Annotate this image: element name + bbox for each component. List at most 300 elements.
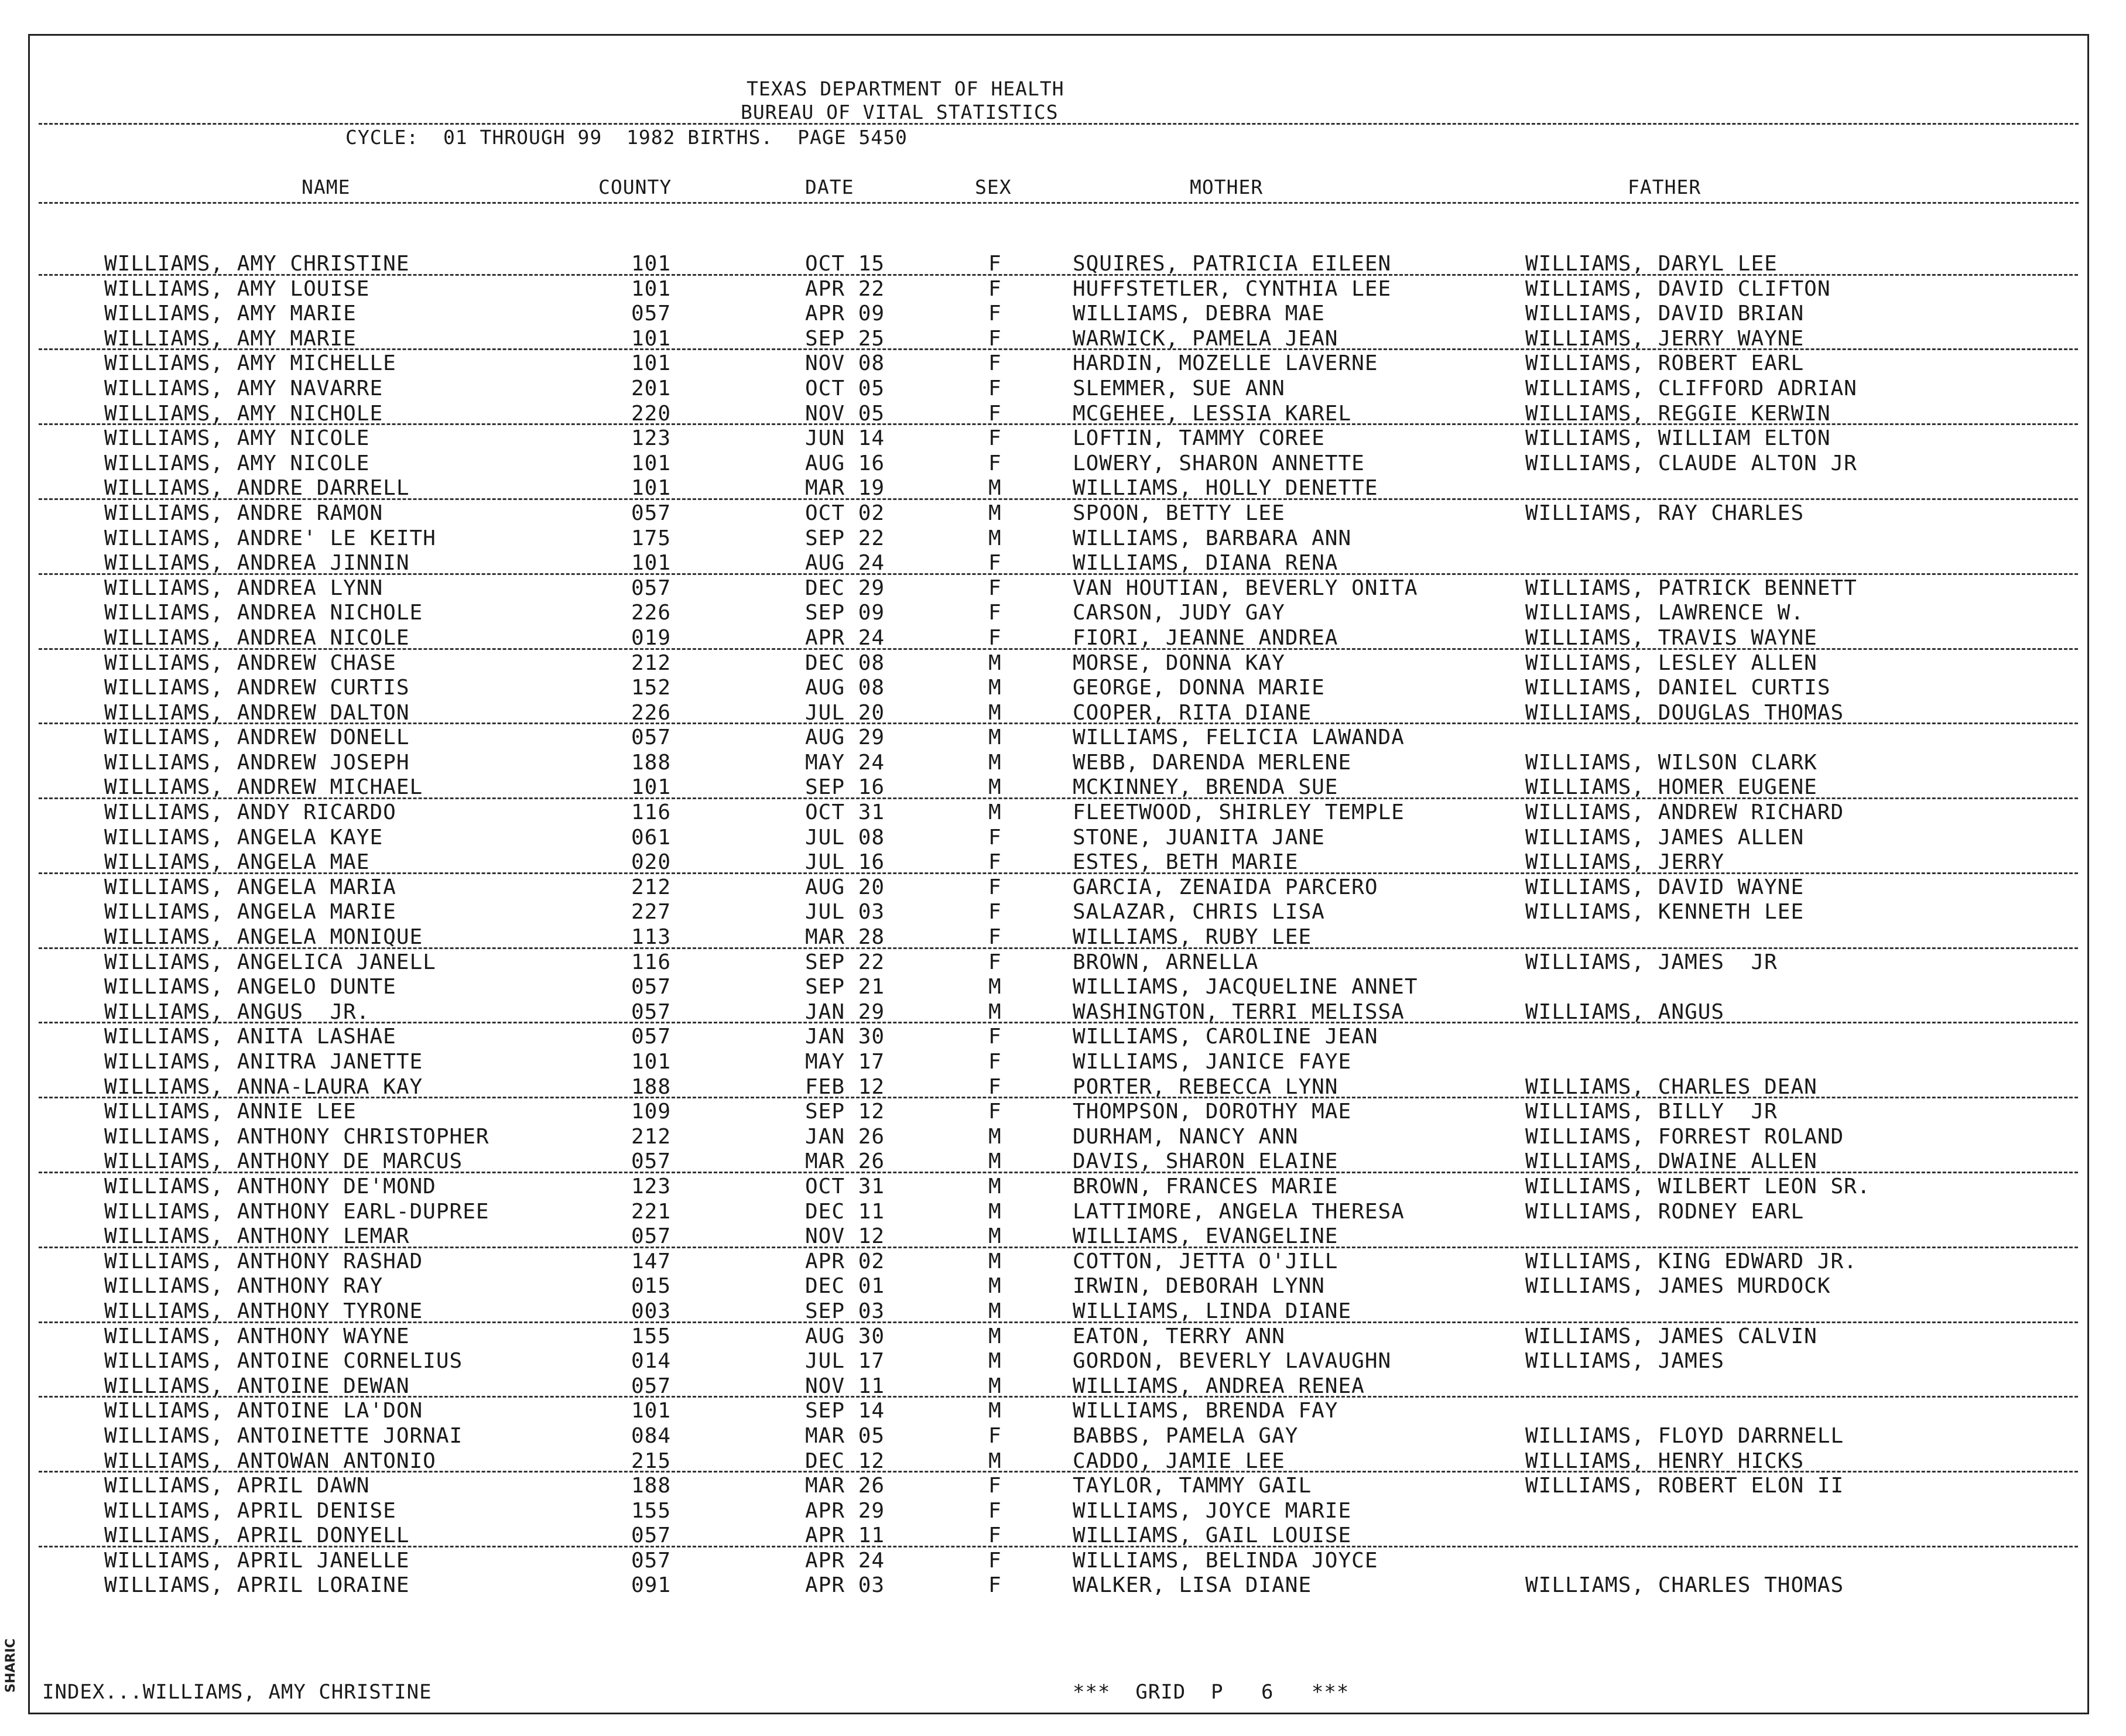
record-mother: STONE, JUANITA JANE (1073, 825, 1325, 850)
record-row (0, 1274, 2126, 1299)
record-sex: M (988, 676, 1002, 700)
record-row (0, 277, 2126, 302)
column-header-father: FATHER (1628, 176, 1702, 198)
record-sex: M (988, 1249, 1002, 1273)
record-date: APR 03 (805, 1573, 885, 1598)
record-sex: M (988, 1124, 1002, 1149)
record-sex: M (988, 476, 1002, 501)
record-row (0, 651, 2126, 676)
column-header-county: COUNTY (598, 176, 672, 198)
record-date: AUG 30 (805, 1324, 885, 1348)
record-name: WILLIAMS, ANGELA MARIA (104, 875, 396, 899)
record-father: WILLIAMS, FLOYD DARRNELL (1525, 1423, 1844, 1448)
record-row (0, 1200, 2126, 1225)
record-name: WILLIAMS, ANTHONY DE'MOND (104, 1174, 436, 1199)
record-name: WILLIAMS, ANDREA JINNIN (104, 551, 410, 576)
record-father: WILLIAMS, FORREST ROLAND (1525, 1124, 1844, 1149)
footer-index: INDEX...WILLIAMS, AMY CHRISTINE (42, 1680, 432, 1704)
record-sex: F (988, 576, 1002, 600)
record-row (0, 476, 2126, 501)
record-father: WILLIAMS, DAVID CLIFTON (1525, 276, 1831, 301)
record-county: 212 (631, 650, 672, 675)
record-name: WILLIAMS, APRIL DAWN (104, 1474, 370, 1498)
record-sex: M (988, 1449, 1002, 1473)
record-name: WILLIAMS, ANDY RICARDO (104, 800, 396, 825)
record-mother: WASHINGTON, TERRI MELISSA (1073, 999, 1405, 1024)
record-name: WILLIAMS, ANGELA MARIE (104, 900, 396, 925)
record-sex: F (988, 326, 1002, 351)
record-name: WILLIAMS, ANGELA KAYE (104, 825, 384, 850)
record-name: WILLIAMS, AMY MARIE (104, 302, 357, 326)
record-date: AUG 24 (805, 551, 885, 576)
record-name: WILLIAMS, APRIL DONYELL (104, 1523, 410, 1548)
record-name: WILLIAMS, APRIL LORAINE (104, 1573, 410, 1598)
record-county: 109 (631, 1100, 672, 1124)
record-county: 014 (631, 1349, 672, 1374)
record-sex: M (988, 1174, 1002, 1199)
record-row (0, 451, 2126, 477)
record-sex: F (988, 1423, 1002, 1448)
record-sex: F (988, 1025, 1002, 1049)
record-name: WILLIAMS, APRIL DENISE (104, 1498, 396, 1523)
record-name: WILLIAMS, ANTOINE CORNELIUS (104, 1349, 463, 1374)
record-date: DEC 12 (805, 1449, 885, 1473)
record-mother: MCGEHEE, LESSIA KAREL (1073, 401, 1352, 426)
record-county: 101 (631, 451, 672, 475)
record-sex: F (988, 276, 1002, 301)
record-row (0, 1349, 2126, 1374)
record-father: WILLIAMS, HOMER EUGENE (1525, 775, 1817, 800)
record-name: WILLIAMS, ANTOWAN ANTONIO (104, 1449, 436, 1473)
record-county: 019 (631, 625, 672, 650)
record-father: WILLIAMS, BILLY JR (1525, 1100, 1778, 1124)
record-county: 147 (631, 1249, 672, 1273)
record-name: WILLIAMS, AMY NICOLE (104, 426, 370, 451)
record-name: WILLIAMS, ANITRA JANETTE (104, 1050, 423, 1074)
record-name: WILLIAMS, ANTOINE LA'DON (104, 1399, 423, 1423)
record-row (0, 900, 2126, 925)
record-row (0, 402, 2126, 427)
record-county: 057 (631, 1523, 672, 1548)
record-date: APR 11 (805, 1523, 885, 1548)
record-county: 212 (631, 1124, 672, 1149)
record-date: MAY 24 (805, 750, 885, 775)
record-date: APR 02 (805, 1249, 885, 1273)
record-date: DEC 11 (805, 1199, 885, 1224)
record-father: WILLIAMS, LAWRENCE W. (1525, 601, 1805, 625)
record-father: WILLIAMS, WILLIAM ELTON (1525, 426, 1831, 451)
record-father: WILLIAMS, DWAINE ALLEN (1525, 1149, 1817, 1174)
record-name: WILLIAMS, ANDREW DONELL (104, 725, 410, 750)
record-mother: WILLIAMS, GAIL LOUISE (1073, 1523, 1352, 1548)
record-mother: WILLIAMS, DIANA RENA (1073, 551, 1338, 576)
record-name: WILLIAMS, ANDREW MICHAEL (104, 775, 423, 800)
record-father: WILLIAMS, CHARLES THOMAS (1525, 1573, 1844, 1598)
record-county: 057 (631, 725, 672, 750)
column-header-mother: MOTHER (1190, 176, 1264, 198)
record-date: MAR 19 (805, 476, 885, 501)
record-mother: WILLIAMS, JOYCE MARIE (1073, 1498, 1352, 1523)
record-row (0, 1100, 2126, 1125)
record-father: WILLIAMS, DANIEL CURTIS (1525, 676, 1831, 700)
record-father: WILLIAMS, JAMES MURDOCK (1525, 1274, 1831, 1299)
record-sex: M (988, 501, 1002, 525)
record-name: WILLIAMS, AMY MICHELLE (104, 351, 396, 376)
record-father: WILLIAMS, ROBERT ELON II (1525, 1474, 1844, 1498)
record-date: NOV 08 (805, 351, 885, 376)
record-county: 101 (631, 775, 672, 800)
record-sex: M (988, 1224, 1002, 1249)
record-row (0, 676, 2126, 701)
record-row (0, 601, 2126, 626)
record-row (0, 1175, 2126, 1200)
record-date: AUG 20 (805, 875, 885, 899)
record-father: WILLIAMS, JAMES CALVIN (1525, 1324, 1817, 1348)
record-mother: SALAZAR, CHRIS LISA (1073, 900, 1325, 925)
record-row (0, 426, 2126, 451)
header-rule-top (39, 123, 2079, 125)
record-county: 020 (631, 850, 672, 875)
record-county: 057 (631, 1149, 672, 1174)
record-sex: M (988, 700, 1002, 725)
record-county: 226 (631, 700, 672, 725)
record-county: 212 (631, 875, 672, 899)
record-date: AUG 16 (805, 451, 885, 475)
record-sex: F (988, 850, 1002, 875)
record-sex: F (988, 1050, 1002, 1074)
record-date: MAR 26 (805, 1474, 885, 1498)
record-mother: SQUIRES, PATRICIA EILEEN (1073, 252, 1392, 276)
record-sex: F (988, 451, 1002, 475)
record-sex: F (988, 1548, 1002, 1573)
record-name: WILLIAMS, ANDREA LYNN (104, 576, 384, 600)
record-name: WILLIAMS, ANGELO DUNTE (104, 975, 396, 999)
record-row (0, 1523, 2126, 1549)
record-sex: F (988, 1498, 1002, 1523)
record-county: 221 (631, 1199, 672, 1224)
record-date: SEP 16 (805, 775, 885, 800)
record-sex: M (988, 725, 1002, 750)
record-date: SEP 21 (805, 975, 885, 999)
record-row (0, 701, 2126, 726)
record-mother: WILLIAMS, JACQUELINE ANNET (1073, 975, 1418, 999)
record-row (0, 1499, 2126, 1524)
record-county: 084 (631, 1423, 672, 1448)
record-mother: DAVIS, SHARON ELAINE (1073, 1149, 1338, 1174)
record-sex: F (988, 426, 1002, 451)
record-county: 101 (631, 252, 672, 276)
record-county: 155 (631, 1324, 672, 1348)
record-date: DEC 29 (805, 576, 885, 600)
record-county: 057 (631, 1374, 672, 1398)
record-date: OCT 31 (805, 800, 885, 825)
record-father: WILLIAMS, ROBERT EARL (1525, 351, 1805, 376)
record-row (0, 1249, 2126, 1275)
record-county: 101 (631, 1050, 672, 1074)
record-mother: HARDIN, MOZELLE LAVERNE (1073, 351, 1378, 376)
record-county: 057 (631, 302, 672, 326)
column-header-sex: SEX (975, 176, 1012, 198)
record-sex: F (988, 401, 1002, 426)
record-mother: WARWICK, PAMELA JEAN (1073, 326, 1338, 351)
record-name: WILLIAMS, ANDREA NICOLE (104, 625, 410, 650)
record-mother: LATTIMORE, ANGELA THERESA (1073, 1199, 1405, 1224)
record-row (0, 327, 2126, 352)
record-name: WILLIAMS, ANTHONY RAY (104, 1274, 384, 1299)
record-row (0, 376, 2126, 402)
record-date: JUL 03 (805, 900, 885, 925)
record-name: WILLIAMS, ANNIE LEE (104, 1100, 357, 1124)
record-father: WILLIAMS, HENRY HICKS (1525, 1449, 1805, 1473)
record-sex: F (988, 925, 1002, 950)
record-row (0, 1224, 2126, 1249)
record-county: 057 (631, 999, 672, 1024)
record-county: 201 (631, 376, 672, 400)
record-father: WILLIAMS, TRAVIS WAYNE (1525, 625, 1817, 650)
record-mother: THOMPSON, DOROTHY MAE (1073, 1100, 1352, 1124)
record-sex: F (988, 551, 1002, 576)
record-father: WILLIAMS, JAMES ALLEN (1525, 825, 1805, 850)
record-sex: F (988, 950, 1002, 974)
record-mother: WILLIAMS, LINDA DIANE (1073, 1299, 1352, 1323)
record-name: WILLIAMS, ANTOINE DEWAN (104, 1374, 410, 1398)
record-date: NOV 12 (805, 1224, 885, 1249)
side-stamp: SHARIC (4, 1638, 18, 1693)
record-row (0, 626, 2126, 651)
record-mother: WILLIAMS, BELINDA JOYCE (1073, 1548, 1378, 1573)
record-row (0, 826, 2126, 851)
record-date: MAY 17 (805, 1050, 885, 1074)
record-sex: F (988, 625, 1002, 650)
record-row (0, 351, 2126, 376)
record-row (0, 775, 2126, 800)
record-name: WILLIAMS, ANTHONY EARL-DUPREE (104, 1199, 489, 1224)
record-mother: CARSON, JUDY GAY (1073, 601, 1285, 625)
column-header-rule (39, 202, 2079, 204)
record-row (0, 950, 2126, 975)
record-father: WILLIAMS, WILSON CLARK (1525, 750, 1817, 775)
record-row (0, 1374, 2126, 1399)
record-sex: M (988, 1399, 1002, 1423)
record-county: 003 (631, 1299, 672, 1323)
column-header-name: NAME (302, 176, 351, 198)
record-sex: M (988, 775, 1002, 800)
record-name: WILLIAMS, ANGELA MAE (104, 850, 370, 875)
record-county: 215 (631, 1449, 672, 1473)
record-date: JUL 16 (805, 850, 885, 875)
record-mother: LOWERY, SHARON ANNETTE (1073, 451, 1365, 475)
record-row (0, 925, 2126, 950)
record-row (0, 1149, 2126, 1175)
record-name: WILLIAMS, ANGELICA JANELL (104, 950, 436, 974)
record-sex: F (988, 302, 1002, 326)
record-date: FEB 12 (805, 1074, 885, 1099)
record-date: JUL 17 (805, 1349, 885, 1374)
record-sex: F (988, 376, 1002, 400)
header-cycle: CYCLE: 01 THROUGH 99 1982 BIRTHS. PAGE 5450 (345, 126, 908, 149)
record-father: WILLIAMS, DARYL LEE (1525, 252, 1778, 276)
record-sex: M (988, 800, 1002, 825)
record-county: 057 (631, 1025, 672, 1049)
record-date: APR 09 (805, 302, 885, 326)
record-county: 057 (631, 576, 672, 600)
record-date: DEC 01 (805, 1274, 885, 1299)
record-father: WILLIAMS, KENNETH LEE (1525, 900, 1805, 925)
record-sex: M (988, 750, 1002, 775)
record-county: 057 (631, 1548, 672, 1573)
record-sex: M (988, 1324, 1002, 1348)
footer-grid: *** GRID P 6 *** (1073, 1680, 1350, 1704)
record-date: SEP 25 (805, 326, 885, 351)
record-date: OCT 15 (805, 252, 885, 276)
record-name: WILLIAMS, ANDREW CURTIS (104, 676, 410, 700)
record-sex: M (988, 975, 1002, 999)
record-name: WILLIAMS, APRIL JANELLE (104, 1548, 410, 1573)
record-sex: F (988, 825, 1002, 850)
record-father: WILLIAMS, KING EDWARD JR. (1525, 1249, 1857, 1273)
record-county: 101 (631, 476, 672, 501)
record-date: MAR 26 (805, 1149, 885, 1174)
record-mother: WILLIAMS, CAROLINE JEAN (1073, 1025, 1378, 1049)
record-date: AUG 08 (805, 676, 885, 700)
record-name: WILLIAMS, AMY NICHOLE (104, 401, 384, 426)
record-mother: FIORI, JEANNE ANDREA (1073, 625, 1338, 650)
record-county: 101 (631, 326, 672, 351)
record-row (0, 1025, 2126, 1050)
record-row (0, 1474, 2126, 1499)
record-name: WILLIAMS, ANITA LASHAE (104, 1025, 396, 1049)
record-name: WILLIAMS, ANDRE' LE KEITH (104, 526, 436, 550)
record-name: WILLIAMS, ANTHONY CHRISTOPHER (104, 1124, 489, 1149)
record-name: WILLIAMS, ANDREA NICHOLE (104, 601, 423, 625)
record-row (0, 551, 2126, 576)
record-name: WILLIAMS, AMY CHRISTINE (104, 252, 410, 276)
record-father: WILLIAMS, JAMES (1525, 1349, 1725, 1374)
record-sex: F (988, 1474, 1002, 1498)
record-mother: PORTER, REBECCA LYNN (1073, 1074, 1338, 1099)
record-mother: GARCIA, ZENAIDA PARCERO (1073, 875, 1378, 899)
record-mother: GORDON, BEVERLY LAVAUGHN (1073, 1349, 1392, 1374)
record-name: WILLIAMS, ANDREW CHASE (104, 650, 396, 675)
record-date: JUL 20 (805, 700, 885, 725)
record-father: WILLIAMS, ANDREW RICHARD (1525, 800, 1844, 825)
record-name: WILLIAMS, AMY MARIE (104, 326, 357, 351)
record-mother: WILLIAMS, HOLLY DENETTE (1073, 476, 1378, 501)
record-row (0, 1125, 2126, 1150)
record-date: SEP 22 (805, 950, 885, 974)
record-row (0, 1573, 2126, 1598)
record-county: 155 (631, 1498, 672, 1523)
record-date: JUN 14 (805, 426, 885, 451)
record-mother: MCKINNEY, BRENDA SUE (1073, 775, 1338, 800)
record-sex: M (988, 999, 1002, 1024)
record-row (0, 1449, 2126, 1474)
record-county: 101 (631, 351, 672, 376)
record-father: WILLIAMS, JERRY WAYNE (1525, 326, 1805, 351)
header-bureau: BUREAU OF VITAL STATISTICS (741, 101, 1059, 124)
record-date: NOV 11 (805, 1374, 885, 1398)
column-header-date: DATE (805, 176, 854, 198)
record-date: AUG 29 (805, 725, 885, 750)
record-mother: CADDO, JAMIE LEE (1073, 1449, 1285, 1473)
record-name: WILLIAMS, ANDRE DARRELL (104, 476, 410, 501)
record-father: WILLIAMS, PATRICK BENNETT (1525, 576, 1857, 600)
record-name: WILLIAMS, ANTHONY TYRONE (104, 1299, 423, 1323)
record-row (0, 501, 2126, 526)
record-county: 152 (631, 676, 672, 700)
record-county: 101 (631, 1399, 672, 1423)
record-row (0, 800, 2126, 826)
record-sex: F (988, 351, 1002, 376)
record-mother: SPOON, BETTY LEE (1073, 501, 1285, 525)
record-father: WILLIAMS, ANGUS (1525, 999, 1725, 1024)
record-row (0, 1399, 2126, 1424)
record-sex: M (988, 1299, 1002, 1323)
record-mother: WALKER, LISA DIANE (1073, 1573, 1312, 1598)
record-date: JUL 08 (805, 825, 885, 850)
record-father: WILLIAMS, RAY CHARLES (1525, 501, 1805, 525)
record-date: SEP 14 (805, 1399, 885, 1423)
record-row (0, 1050, 2126, 1075)
record-name: WILLIAMS, ANTHONY RASHAD (104, 1249, 423, 1273)
record-father: WILLIAMS, JAMES JR (1525, 950, 1778, 974)
record-father: WILLIAMS, JERRY (1525, 850, 1725, 875)
record-father: WILLIAMS, CLAUDE ALTON JR (1525, 451, 1857, 475)
record-date: SEP 12 (805, 1100, 885, 1124)
record-county: 227 (631, 900, 672, 925)
record-father: WILLIAMS, LESLEY ALLEN (1525, 650, 1817, 675)
record-name: WILLIAMS, ANGUS JR. (104, 999, 370, 1024)
record-date: SEP 09 (805, 601, 885, 625)
record-mother: COTTON, JETTA O'JILL (1073, 1249, 1338, 1273)
record-row (0, 576, 2126, 601)
record-name: WILLIAMS, AMY NAVARRE (104, 376, 384, 400)
record-father: WILLIAMS, DAVID WAYNE (1525, 875, 1805, 899)
record-mother: EATON, TERRY ANN (1073, 1324, 1285, 1348)
record-sex: F (988, 1074, 1002, 1099)
record-name: WILLIAMS, ANTOINETTE JORNAI (104, 1423, 463, 1448)
record-mother: VAN HOUTIAN, BEVERLY ONITA (1073, 576, 1418, 600)
record-row (0, 526, 2126, 552)
record-date: NOV 05 (805, 401, 885, 426)
record-father: WILLIAMS, CHARLES DEAN (1525, 1074, 1817, 1099)
record-mother: FLEETWOOD, SHIRLEY TEMPLE (1073, 800, 1405, 825)
record-name: WILLIAMS, AMY LOUISE (104, 276, 370, 301)
record-name: WILLIAMS, ANGELA MONIQUE (104, 925, 423, 950)
record-row (0, 302, 2126, 327)
record-mother: WILLIAMS, RUBY LEE (1073, 925, 1312, 950)
record-name: WILLIAMS, ANDREW JOSEPH (104, 750, 410, 775)
record-row (0, 975, 2126, 1000)
record-row (0, 1424, 2126, 1449)
record-date: JAN 30 (805, 1025, 885, 1049)
record-father: WILLIAMS, DOUGLAS THOMAS (1525, 700, 1844, 725)
record-sex: M (988, 1199, 1002, 1224)
record-mother: ESTES, BETH MARIE (1073, 850, 1299, 875)
record-row (0, 252, 2126, 277)
record-row (0, 1000, 2126, 1025)
record-mother: DURHAM, NANCY ANN (1073, 1124, 1299, 1149)
record-mother: WILLIAMS, EVANGELINE (1073, 1224, 1338, 1249)
record-date: APR 22 (805, 276, 885, 301)
record-county: 175 (631, 526, 672, 550)
record-sex: M (988, 1374, 1002, 1398)
record-mother: GEORGE, DONNA MARIE (1073, 676, 1325, 700)
record-row (0, 1549, 2126, 1574)
record-row (0, 1075, 2126, 1100)
record-mother: IRWIN, DEBORAH LYNN (1073, 1274, 1325, 1299)
record-date: MAR 05 (805, 1423, 885, 1448)
